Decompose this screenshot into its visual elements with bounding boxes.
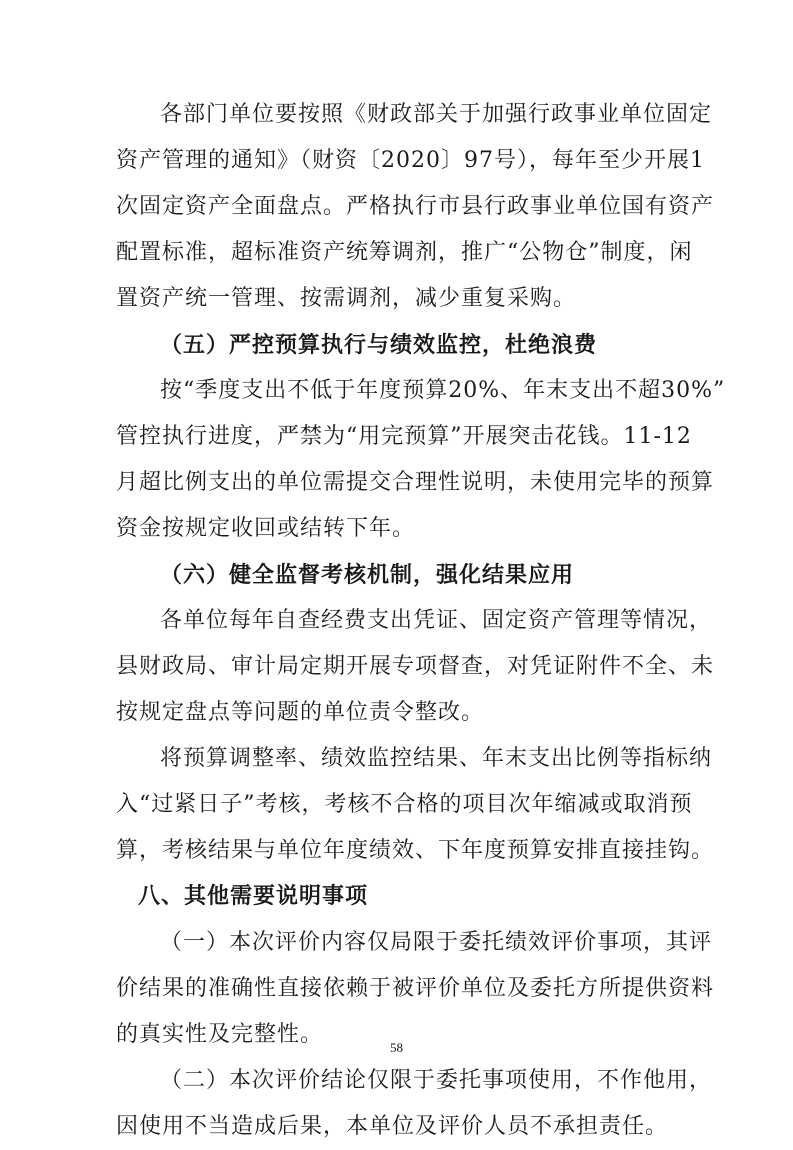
- text-line: 因使用不当造成后果，本单位及评价人员不承担责任。: [116, 1114, 669, 1139]
- text-line: 月超比例支出的单位需提交合理性说明，未使用完毕的预算: [116, 470, 715, 495]
- paragraph-note-two: [116, 1058, 713, 1150]
- subheading-budget-control: （五）严控预算执行与绩效监控，杜绝浪费: [160, 332, 598, 358]
- section-heading-other-matters: 八、其他需要说明事项: [138, 884, 369, 909]
- paragraph-assessment: [116, 736, 715, 874]
- text-line: 入“过紧日子”考核，考核不合格的项目次年缩减或取消预: [116, 792, 693, 817]
- text-line: 资金按规定收回或结转下年。: [116, 516, 416, 541]
- subheading-supervision: （六）健全监督考核机制，强化结果应用: [160, 562, 575, 588]
- text-line: 配置标准，超标准资产统筹调剂，推广“公物仓”制度，闲: [116, 240, 693, 265]
- text-line: 将预算调整率、绩效监控结果、年末支出比例等指标纳: [160, 746, 713, 771]
- paragraph-budget-execution: [116, 368, 726, 552]
- text-line: 按“季度支出不低于年度预算20%、年末支出不超30%”: [160, 378, 726, 403]
- text-line: 资产管理的通知》（财资〔2020〕97号），每年至少开展1: [116, 148, 705, 173]
- text-line: 价结果的准确性直接依赖于被评价单位及委托方所提供资料: [116, 976, 715, 1001]
- text-line: 各部门单位要按照《财政部关于加强行政事业单位固定: [160, 102, 713, 127]
- page-number: 58: [390, 1040, 403, 1055]
- text-line: 的真实性及完整性。: [116, 1022, 324, 1047]
- document-body: [116, 92, 726, 1150]
- paragraph-asset-management: [116, 92, 715, 322]
- text-line: 按规定盘点等问题的单位责令整改。: [116, 700, 485, 725]
- text-line: （二）本次评价结论仅限于委托事项使用，不作他用，: [160, 1068, 713, 1093]
- text-line: 管控执行进度，严禁为“用完预算”开展突击花钱。11-12: [116, 424, 692, 449]
- paragraph-note-one: [116, 920, 715, 1058]
- text-line: 各单位每年自查经费支出凭证、固定资产管理等情况，: [160, 608, 713, 633]
- paragraph-self-inspection: [116, 598, 715, 736]
- text-line: 置资产统一管理、按需调剂，减少重复采购。: [116, 286, 577, 311]
- text-line: （一）本次评价内容仅局限于委托绩效评价事项，其评: [160, 930, 713, 955]
- text-line: 次固定资产全面盘点。严格执行市县行政事业单位国有资产: [116, 194, 715, 219]
- text-line: 县财政局、审计局定期开展专项督查，对凭证附件不全、未: [116, 654, 715, 679]
- text-line: 算，考核结果与单位年度绩效、下年度预算安排直接挂钩。: [116, 838, 715, 863]
